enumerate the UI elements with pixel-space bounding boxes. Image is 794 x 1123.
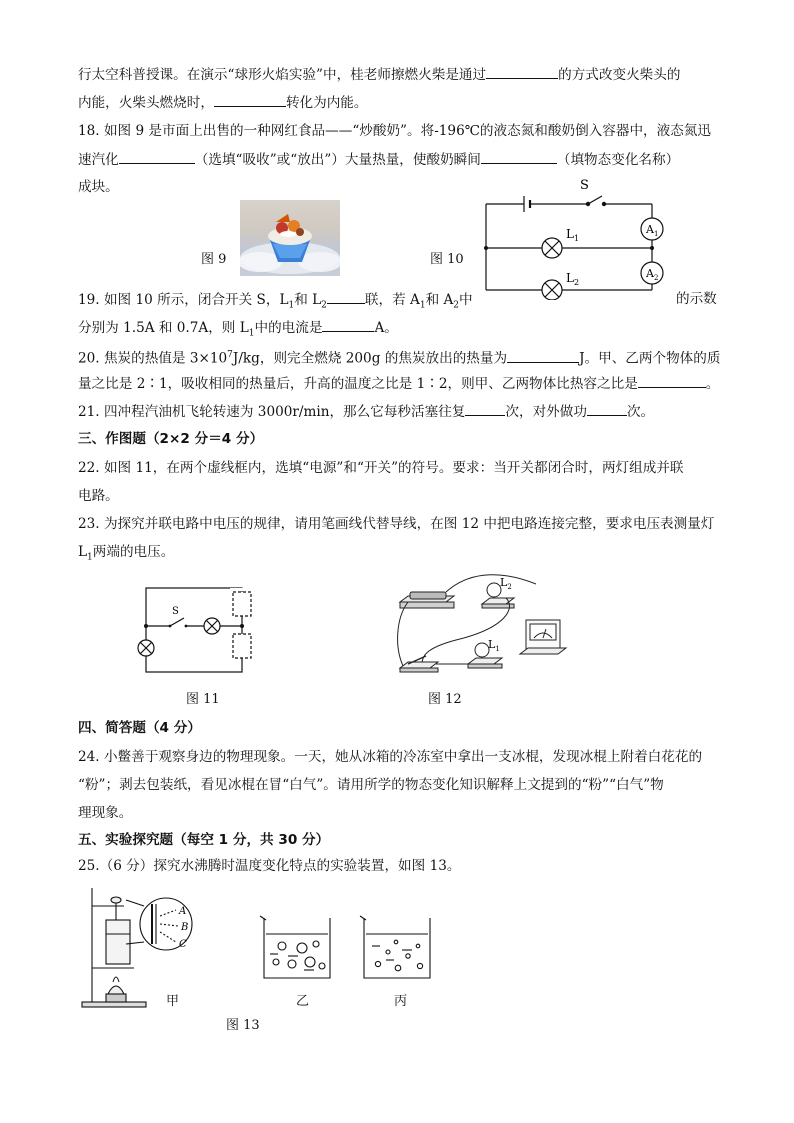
figure-10-caption: 图 10: [430, 252, 464, 267]
answer-blank[interactable]: [507, 348, 579, 363]
question-23-line-1: [78, 514, 714, 534]
text-span: 22. 如图 11，在两个虚线框内，选填“电源”和“开关”的符号。要求：当开关都闭合时，两灯组成并联: [78, 460, 684, 476]
section-3-heading: 三、作图题（2×2 分＝4 分）: [78, 431, 264, 447]
text-span: 电路。: [78, 488, 119, 504]
reading-b-label: B: [181, 922, 189, 933]
text-span: 次，对外做功: [505, 404, 587, 420]
subscript: 1: [419, 300, 426, 311]
text-span: 分别为 1.5A 和 0.7A，则 L: [78, 320, 249, 336]
answer-blank[interactable]: [486, 64, 558, 79]
answer-blank[interactable]: [587, 401, 627, 416]
lamp-l2-label: $L_2$: [566, 271, 580, 287]
question-24-line-3: [78, 803, 132, 823]
text-span: 行太空科普授课。在演示“球形火焰实验”中，桂老师擦燃火柴是通过: [78, 67, 487, 83]
text-span: 24. 小鳖善于观察身边的物理现象。一天，她从冰箱的冷冻室中拿出一支冰棍，发现冰棍上附着白花花的: [78, 749, 703, 765]
question-24-line-1: [78, 747, 702, 767]
switch-s-label: S: [172, 606, 179, 617]
answer-blank[interactable]: [119, 149, 195, 164]
switch-label: S: [580, 178, 589, 193]
figure-12-apparatus: [386, 568, 576, 680]
answer-blank[interactable]: [214, 92, 286, 107]
text-span: 20. 焦炭的热值是 3×10: [78, 350, 228, 367]
text-span: 理现象。: [78, 805, 133, 821]
fried-yogurt-photo: [240, 200, 340, 276]
label-bing: 丙: [394, 994, 408, 1009]
text-line-2: [78, 92, 368, 113]
subscript: 2: [453, 300, 460, 311]
figure-11-caption: 图 11: [186, 692, 220, 707]
figure-13-beaker-bing: [358, 912, 438, 982]
figure-13-caption: 图 13: [226, 1018, 260, 1033]
text-span: 成块。: [78, 179, 119, 195]
text-span: 和 L: [294, 292, 322, 308]
subscript: 1: [248, 328, 255, 339]
section-5-heading: 五、实验探究题（每空 1 分，共 30 分）: [78, 832, 330, 848]
figure-13-beaker-yi: [258, 912, 338, 982]
text-span: 量之比是 2∶1，吸收相同的热量后，升高的温度之比是 1∶2，则甲、乙两物体比热容之比是: [78, 376, 638, 392]
text-span: L: [78, 544, 88, 560]
section-4-heading: 四、简答题（4 分）: [78, 720, 201, 736]
lamp-l1-label: $L_1$: [488, 638, 500, 653]
fried-yogurt-image: [240, 200, 340, 276]
text-span: 内能，火柴头燃烧时，: [78, 95, 214, 111]
reading-c-label: C: [179, 939, 187, 950]
text-span: 的示数: [676, 291, 717, 307]
text-span: （选填“吸收”或“放出”）大量热量，使酸奶瞬间: [194, 152, 481, 168]
figure-10-circuit: [480, 176, 670, 300]
question-18-line-3: [78, 177, 119, 197]
text-span: （填物态变化名称）: [556, 152, 680, 168]
lamp-l1-label: $L_1$: [566, 227, 580, 243]
text-span: 次。: [626, 404, 655, 420]
question-18-line-1: [78, 121, 711, 141]
text-span: 和 A: [425, 292, 454, 308]
question-19-line-2: [78, 317, 398, 344]
question-18-line-2: [78, 149, 679, 170]
label-jia: 甲: [166, 994, 180, 1009]
question-19-line-1-end: [676, 289, 717, 309]
text-span: J/kg，则完全燃烧 200g 的焦炭放出的热量为: [232, 350, 508, 367]
superscript: 7: [227, 350, 233, 360]
question-23-line-2: [78, 542, 174, 568]
text-span: 23. 为探究并联电路中电压的规律，请用笔画线代替导线，在图 12 中把电路连接完整，要求电压表测量灯: [78, 516, 715, 532]
label-yi: 乙: [296, 994, 310, 1009]
answer-blank[interactable]: [481, 149, 557, 164]
text-span: 联，若 A: [364, 292, 420, 308]
question-22-line-1: [78, 458, 684, 478]
answer-blank[interactable]: [327, 289, 365, 304]
text-span: 18. 如图 9 是市面上出售的一种网红食品——“炒酸奶”。将-196℃的液态氮和酸奶倒入容器中，液态氮迅: [78, 123, 712, 139]
dashed-box-bottom: [233, 634, 251, 658]
question-24-line-2: [78, 775, 664, 795]
text-span: 。: [705, 376, 720, 392]
subscript: 1: [87, 552, 93, 563]
ammeter-a2-label: $A_2$: [646, 267, 659, 282]
text-span: 25.（6 分）探究水沸腾时温度变化特点的实验装置，如图 13。: [78, 858, 461, 874]
question-20-line-1: [78, 345, 720, 369]
text-span: “粉”；剥去包装纸，看见冰棍在冒“白气”。请用所学的物态变化知识解释上文提到的“粉”“白气”物: [78, 777, 664, 793]
question-20-line-2: [78, 373, 719, 394]
dashed-box-top: [233, 592, 251, 616]
text-span: 19. 如图 10 所示，闭合开关 S，L: [78, 292, 289, 308]
subscript: 1: [288, 300, 295, 311]
lamp-l2-label: $L_2$: [500, 576, 512, 591]
reading-a-label: A: [179, 906, 187, 917]
question-21: [78, 401, 654, 422]
figure-11-circuit: [130, 580, 260, 680]
text-span: 中: [459, 292, 473, 308]
text-span: 21. 四冲程汽油机飞轮转速为 3000r/min，那么它每秒活塞往复: [78, 404, 466, 420]
question-22-line-2: [78, 486, 119, 506]
figure-9-caption: 图 9: [201, 252, 227, 267]
text-span: 中的电流是: [254, 320, 323, 336]
text-span: 转化为内能。: [285, 95, 368, 111]
text-span: 速汽化: [78, 152, 119, 168]
answer-blank[interactable]: [465, 401, 505, 416]
text-span: J。甲、乙两个物体的质: [579, 350, 721, 367]
figure-12-caption: 图 12: [428, 692, 462, 707]
question-19-line-1: [78, 289, 473, 316]
subscript: 2: [321, 300, 327, 311]
question-25: [78, 856, 460, 876]
text-span: A。: [374, 320, 398, 336]
answer-blank[interactable]: [638, 373, 706, 388]
answer-blank[interactable]: [322, 317, 374, 332]
text-span: 的方式改变火柴头的: [558, 67, 681, 83]
text-span: 两端的电压。: [92, 544, 175, 560]
text-line-1: [78, 64, 680, 85]
figure-13-apparatus-jia: [80, 884, 210, 1012]
ammeter-a1-label: $A_1$: [646, 223, 659, 238]
